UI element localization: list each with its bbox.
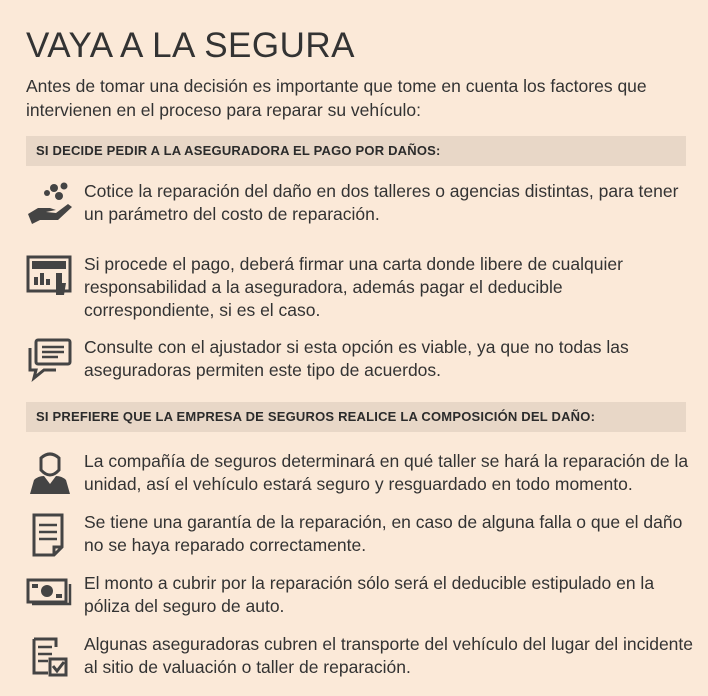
list-item	[26, 511, 696, 557]
item-text: El monto a cubrir por la reparación sólo será el deducible estipulado en la póliza del seguro de auto.	[84, 573, 655, 616]
item-text: La compañía de seguros determinará en qué taller se hará la reparación de la unidad, así el vehículo estará seguro y resguardado en todo momento.	[84, 451, 689, 494]
intro-paragraph: Antes de tomar una decisión es importante que tome en cuenta los factores que intervienen en el proceso para reparar su vehículo:	[26, 76, 647, 120]
item-text: Se tiene una garantía de la reparación, en caso de alguna falla o que el daño no se haya reparado correctamente.	[84, 512, 683, 555]
list-item	[26, 633, 696, 679]
person-icon	[26, 450, 74, 496]
money-bill-icon	[26, 572, 74, 618]
list-item	[26, 180, 696, 226]
page-title: VAYA A LA SEGURA	[26, 26, 355, 65]
section-header-payment: SI DECIDE PEDIR A LA ASEGURADORA EL PAGO POR DAÑOS:	[26, 136, 686, 166]
item-text: Consulte con el ajustador si esta opción es viable, ya que no todas las aseguradoras permiten este tipo de acuerdos.	[84, 337, 629, 380]
item-text: Cotice la reparación del daño en dos talleres o agencias distintas, para tener un parámetro del costo de reparación.	[84, 181, 679, 224]
list-item	[26, 450, 696, 496]
list-item	[26, 253, 696, 322]
list-item	[26, 572, 696, 618]
chat-bubbles-icon	[26, 336, 74, 382]
section-header-repair: SI PREFIERE QUE LA EMPRESA DE SEGUROS REALICE LA COMPOSICIÓN DEL DAÑO:	[26, 402, 686, 432]
hand-coins-icon	[26, 180, 74, 226]
list-item	[26, 336, 696, 382]
document-sign-icon	[26, 253, 74, 299]
item-text: Algunas aseguradoras cubren el transporte del vehículo del lugar del incidente al sitio de valuación o taller de reparación.	[84, 634, 694, 677]
document-icon	[26, 511, 74, 557]
checklist-icon	[26, 633, 74, 679]
item-text: Si procede el pago, deberá firmar una carta donde libere de cualquier responsabilidad a la aseguradora, además pagar el deducible correspondiente, si es el caso.	[84, 254, 623, 320]
